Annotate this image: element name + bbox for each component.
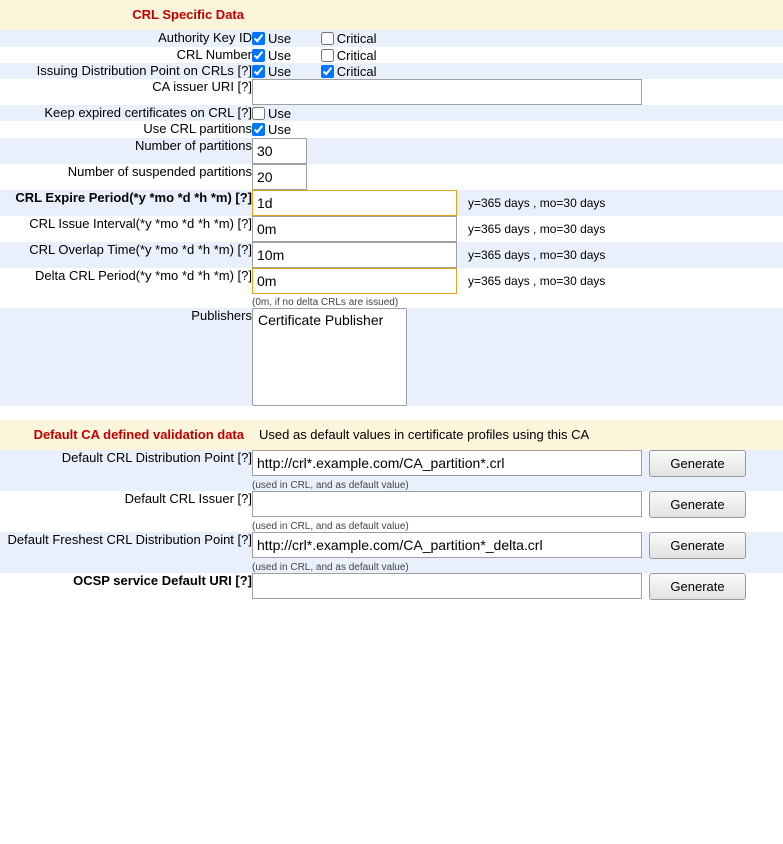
issuing-dp-use-checkbox[interactable] <box>252 65 265 78</box>
field-keep-expired-certificates <box>252 105 783 121</box>
authority-key-id-use-label: Use <box>268 31 292 47</box>
number-of-partitions-input[interactable] <box>252 138 307 164</box>
section-spacer-left <box>0 406 252 420</box>
label-ocsp-service-default-uri: OCSP service Default URI [?] <box>0 573 252 600</box>
crl-issue-interval-input[interactable] <box>252 216 457 242</box>
row-default-crl-distribution-point <box>0 450 783 491</box>
label-crl-issue-interval: CRL Issue Interval(*y *mo *d *h *m) [?] <box>0 216 252 242</box>
publishers-select[interactable] <box>252 308 407 406</box>
row-default-crl-issuer <box>0 491 783 532</box>
authority-key-id-use-checkbox[interactable] <box>252 32 265 45</box>
row-crl-number <box>0 47 783 63</box>
row-number-of-partitions <box>0 138 783 164</box>
field-crl-expire-period <box>252 190 783 216</box>
field-use-crl-partitions <box>252 121 783 137</box>
field-default-crl-distribution-point <box>252 450 783 491</box>
ocsp-service-default-uri-input[interactable] <box>252 573 642 599</box>
row-crl-overlap-time <box>0 242 783 268</box>
section-title-defaults: Default CA defined validation data <box>0 420 252 450</box>
crl-overlap-time-input[interactable] <box>252 242 457 268</box>
field-issuing-distribution-point <box>252 63 783 79</box>
label-use-crl-partitions: Use CRL partitions <box>0 121 252 137</box>
label-ca-issuer-uri: CA issuer URI [?] <box>0 79 252 105</box>
row-ocsp-service-default-uri <box>0 573 783 600</box>
label-number-of-partitions: Number of partitions <box>0 138 252 164</box>
field-ca-issuer-uri <box>252 79 783 105</box>
label-authority-key-id: Authority Key ID <box>0 30 252 46</box>
label-default-crl-issuer: Default CRL Issuer [?] <box>0 491 252 532</box>
row-authority-key-id <box>0 30 783 46</box>
row-number-of-suspended-partitions <box>0 164 783 190</box>
section-header-crl-blank <box>252 0 783 30</box>
field-crl-overlap-time <box>252 242 783 268</box>
authority-key-id-use-wrap[interactable] <box>252 31 291 46</box>
issuing-dp-use-wrap[interactable] <box>252 64 291 79</box>
keep-expired-use-wrap[interactable] <box>252 106 291 121</box>
section-header-crl <box>0 0 783 30</box>
row-crl-expire-period <box>0 190 783 216</box>
crl-overlap-time-note: y=365 days , mo=30 days <box>468 247 606 262</box>
delta-crl-period-note: y=365 days , mo=30 days <box>468 273 606 288</box>
label-publishers: Publishers <box>0 308 252 406</box>
label-delta-crl-period: Delta CRL Period(*y *mo *d *h *m) [?] <box>0 268 252 308</box>
section-spacer-right <box>252 406 783 420</box>
row-delta-crl-period <box>0 268 783 308</box>
label-issuing-distribution-point: Issuing Distribution Point on CRLs [?] <box>0 63 252 79</box>
field-crl-issue-interval <box>252 216 783 242</box>
section-subtitle-defaults: Used as default values in certificate profiles using this CA <box>252 420 783 450</box>
row-crl-issue-interval <box>0 216 783 242</box>
row-use-crl-partitions <box>0 121 783 137</box>
delta-crl-period-subnote: (0m, if no delta CRLs are issued) <box>252 296 399 308</box>
generate-default-freshest-crl-dp-button[interactable]: Generate <box>649 532 746 559</box>
section-spacer <box>0 406 783 420</box>
label-default-freshest-crl-distribution-point: Default Freshest CRL Distribution Point [?] <box>0 532 252 573</box>
crl-number-critical-checkbox[interactable] <box>321 49 334 62</box>
generate-ocsp-default-uri-button[interactable]: Generate <box>649 573 746 600</box>
issuing-dp-use-label: Use <box>268 63 292 79</box>
label-keep-expired-certificates: Keep expired certificates on CRL [?] <box>0 105 252 121</box>
ca-issuer-uri-input[interactable] <box>252 79 642 105</box>
publishers-option[interactable] <box>256 311 403 329</box>
label-default-crl-distribution-point: Default CRL Distribution Point [?] <box>0 450 252 491</box>
crl-number-use-label: Use <box>268 47 292 63</box>
default-crl-distribution-point-input[interactable] <box>252 450 642 476</box>
use-partitions-use-wrap[interactable] <box>252 122 291 137</box>
default-crl-dp-note: (used in CRL, and as default value) <box>252 479 409 491</box>
field-default-freshest-crl-distribution-point <box>252 532 783 573</box>
use-partitions-use-checkbox[interactable] <box>252 123 265 136</box>
authority-key-id-critical-checkbox[interactable] <box>321 32 334 45</box>
use-partitions-use-label: Use <box>268 122 292 138</box>
generate-default-crl-dp-button[interactable]: Generate <box>649 450 746 477</box>
delta-crl-period-input[interactable] <box>252 268 457 294</box>
keep-expired-use-label: Use <box>268 106 292 122</box>
row-ca-issuer-uri <box>0 79 783 105</box>
field-delta-crl-period <box>252 268 783 308</box>
crl-issue-interval-note: y=365 days , mo=30 days <box>468 221 606 236</box>
field-publishers <box>252 308 783 406</box>
number-of-suspended-partitions-input[interactable] <box>252 164 307 190</box>
row-publishers <box>0 308 783 406</box>
section-header-defaults <box>0 420 783 450</box>
default-crl-issuer-input[interactable] <box>252 491 642 517</box>
crl-number-use-checkbox[interactable] <box>252 49 265 62</box>
default-freshest-crl-dp-note: (used in CRL, and as default value) <box>252 561 409 573</box>
field-authority-key-id <box>252 30 783 46</box>
crl-number-critical-wrap[interactable] <box>321 48 377 63</box>
generate-default-crl-issuer-button[interactable]: Generate <box>649 491 746 518</box>
field-number-of-suspended-partitions <box>252 164 783 190</box>
keep-expired-use-checkbox[interactable] <box>252 107 265 120</box>
authority-key-id-critical-wrap[interactable] <box>321 31 377 46</box>
field-crl-number <box>252 47 783 63</box>
label-number-of-suspended-partitions: Number of suspended partitions <box>0 164 252 190</box>
label-crl-expire-period: CRL Expire Period(*y *mo *d *h *m) [?] <box>0 190 252 216</box>
field-number-of-partitions <box>252 138 783 164</box>
crl-expire-period-input[interactable] <box>252 190 457 216</box>
label-crl-number: CRL Number <box>0 47 252 63</box>
crl-number-critical-label: Critical <box>336 47 377 63</box>
crl-number-use-wrap[interactable] <box>252 48 291 63</box>
field-default-crl-issuer <box>252 491 783 532</box>
issuing-dp-critical-wrap[interactable] <box>321 64 377 79</box>
authority-key-id-critical-label: Critical <box>336 31 377 47</box>
crl-expire-period-note: y=365 days , mo=30 days <box>468 195 606 210</box>
field-ocsp-service-default-uri <box>252 573 783 600</box>
default-crl-issuer-note: (used in CRL, and as default value) <box>252 520 409 532</box>
row-default-freshest-crl-distribution-point <box>0 532 783 573</box>
issuing-dp-critical-label: Critical <box>336 63 377 79</box>
default-freshest-crl-dp-input[interactable] <box>252 532 642 558</box>
section-title-crl: CRL Specific Data <box>0 0 252 30</box>
row-issuing-distribution-point <box>0 63 783 79</box>
label-crl-overlap-time: CRL Overlap Time(*y *mo *d *h *m) [?] <box>0 242 252 268</box>
issuing-dp-critical-checkbox[interactable] <box>321 65 334 78</box>
row-keep-expired-certificates <box>0 105 783 121</box>
